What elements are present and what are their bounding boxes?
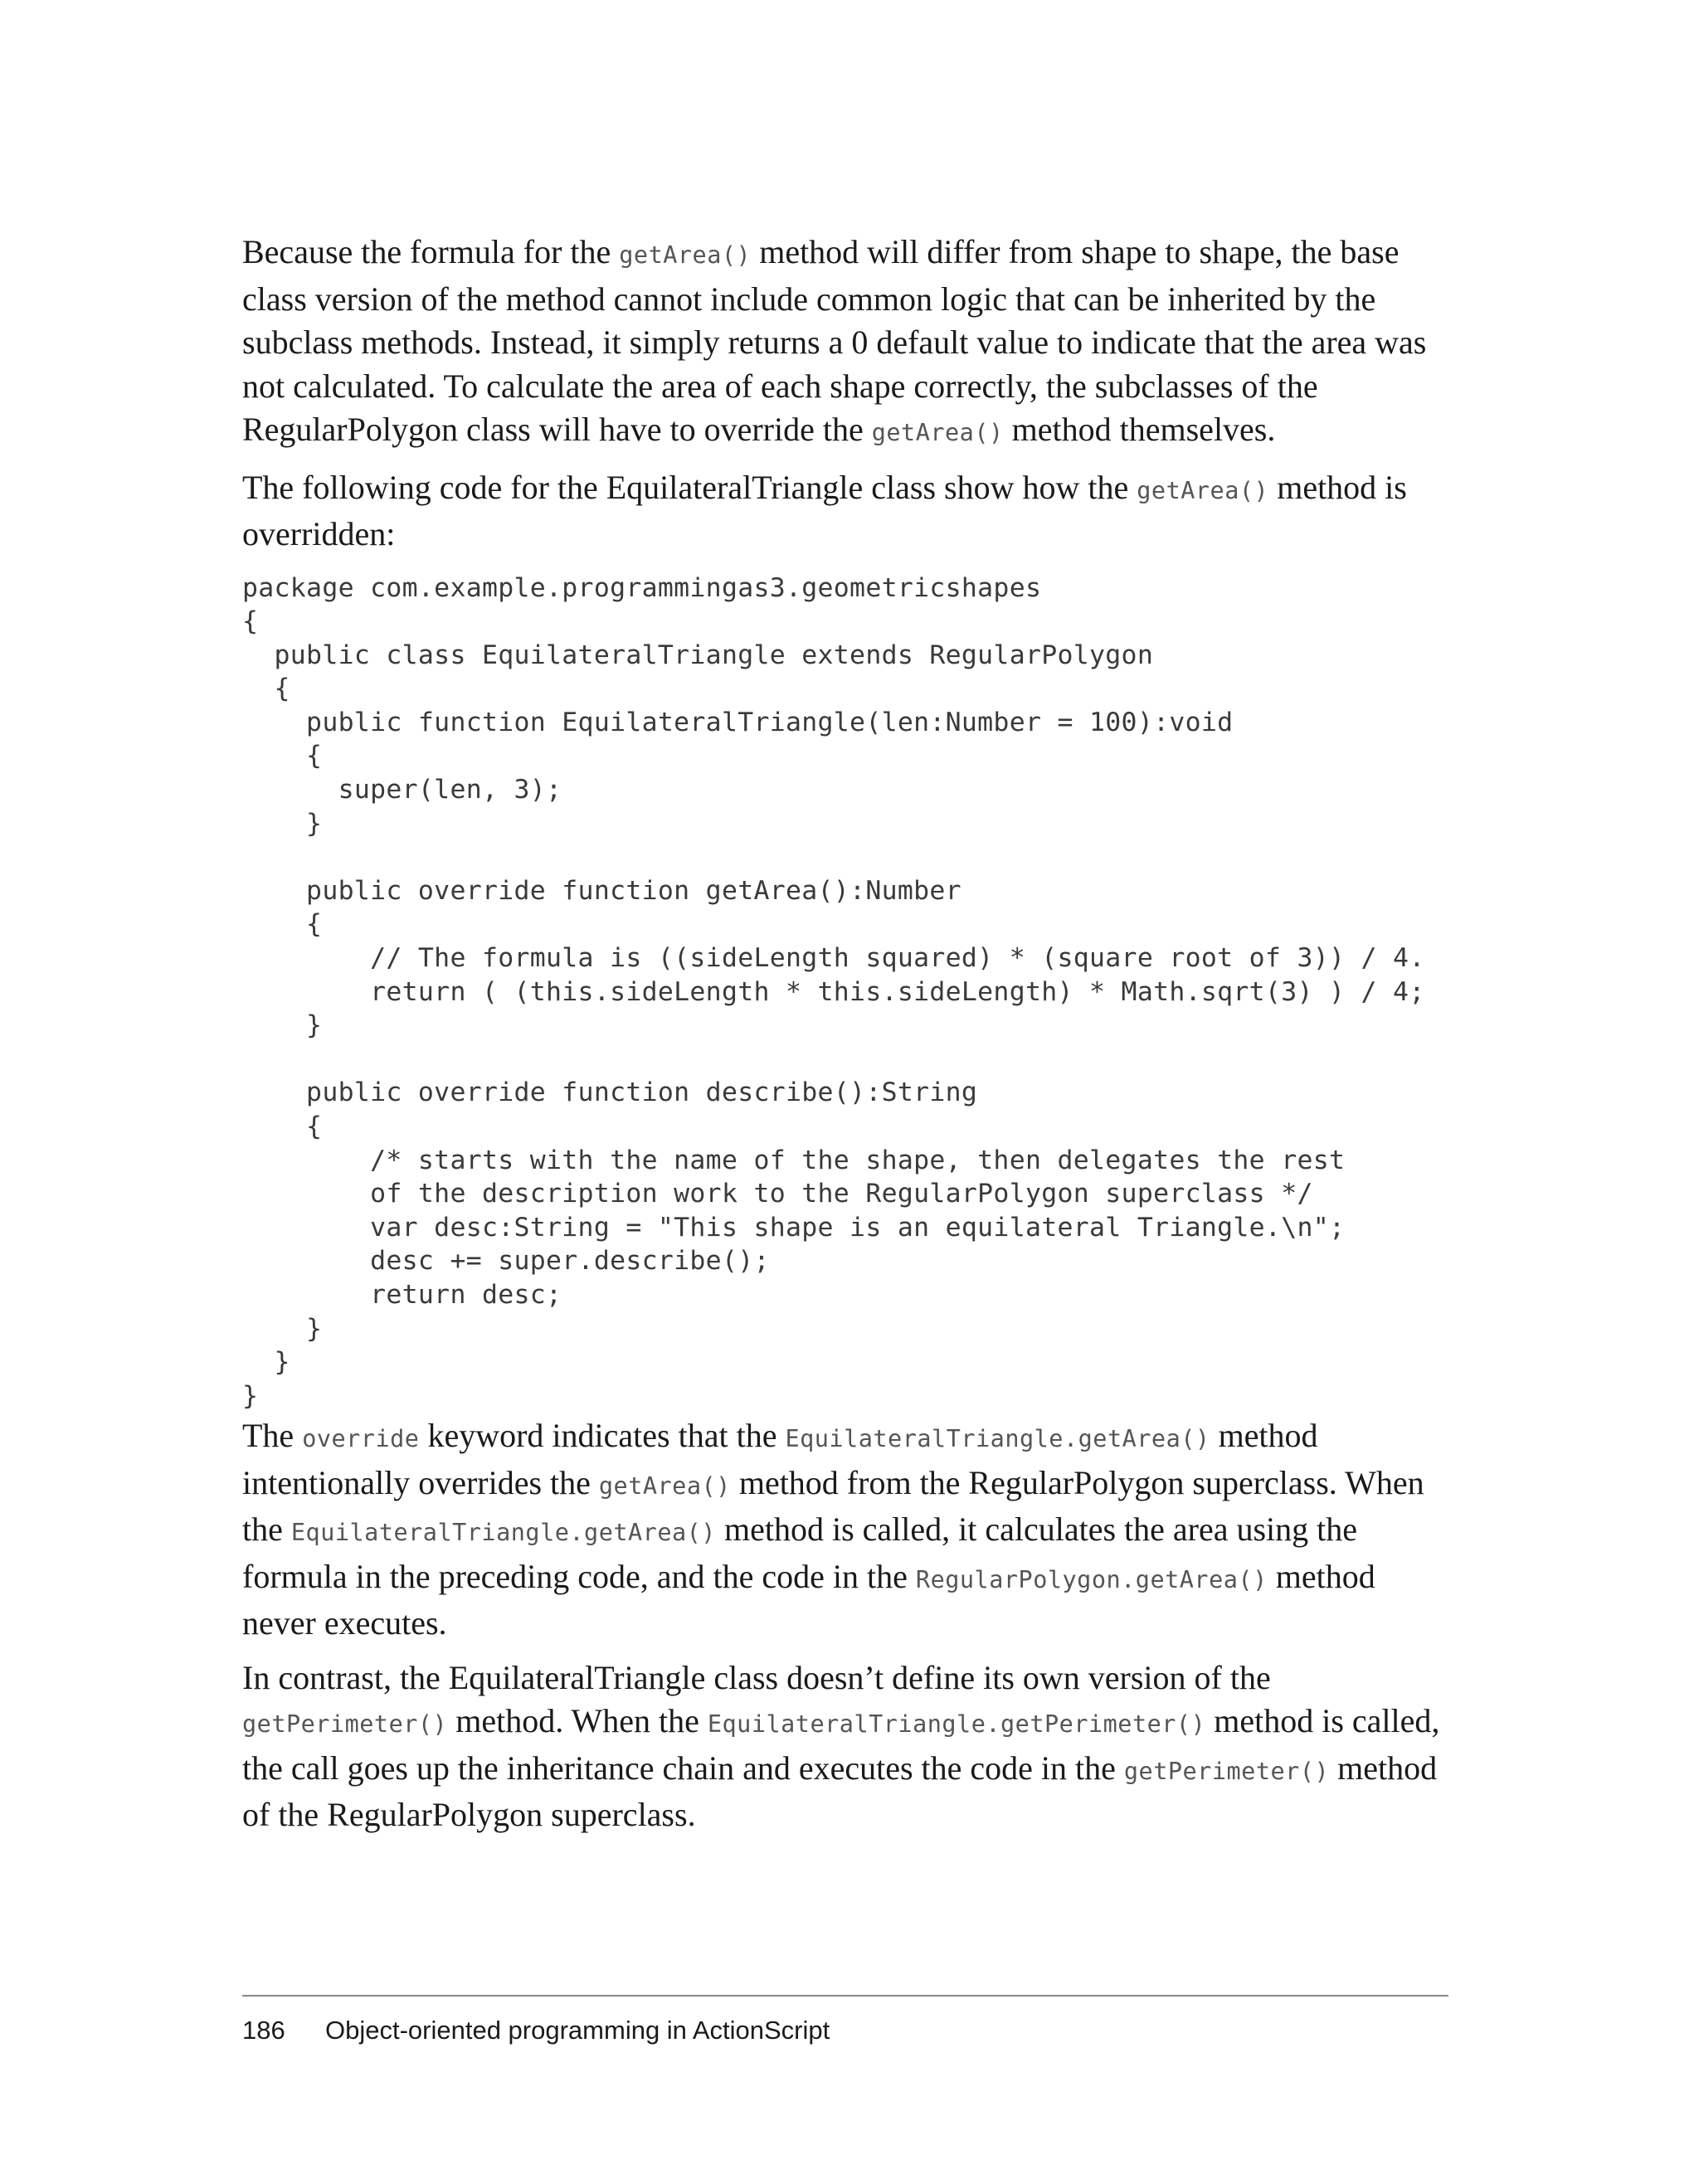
paragraph-text: method themselves. [1003,411,1276,448]
inline-code: getArea() [598,1471,731,1500]
paragraph-getarea-intro [242,231,1448,455]
inline-code: getArea() [1137,476,1269,504]
paragraph-override-keyword [242,1414,1448,1646]
chapter-title: Object-oriented programming in ActionScript [325,2016,830,2045]
page-footer [242,2016,830,2045]
code-listing: package com.example.programmingas3.geometricshapes { public class EquilateralTriangle extends RegularPolygon { public function EquilateralTriangle(len:Number = 100):void { super(len, 3); } public override function getArea():Number { // The formula is ((sideLength squared) * (square root of 3)) / 4. return ( (this.sideLength * this.sideLength) * Math.sqrt(3) ) / 4; } public override function describe():String { /* starts with the name of the shape, then delegates the rest of the description work to the RegularPolygon superclass */ var desc:String = "This shape is an equilateral Triangle.\n"; desc += super.describe(); return desc; } } } [242,572,1425,1411]
paragraph-text: Because the formula for the [242,233,620,270]
inline-code: EquilateralTriangle.getArea() [785,1425,1210,1453]
paragraph-text: method intentionally overrides the [242,1417,1318,1501]
paragraph-text: The [242,1417,303,1455]
inline-code: override [302,1425,420,1453]
paragraph-text: method is called, it calculates the area using the formula in the preceding code, and the code in the [242,1510,1358,1595]
paragraph-getperimeter [242,1656,1448,1837]
page-number: 186 [242,2016,285,2045]
paragraph-text: method is called, the call goes up the inheritance chain and executes the code in the [242,1702,1440,1787]
paragraph-text: method from the RegularPolygon superclass. When the [242,1463,1424,1549]
page-body [242,231,1448,1837]
paragraph-text: method never executes. [242,1557,1375,1642]
paragraph-text: method will differ from shape to shape, the base class version of the method cannot include common logic that can be inherited by the subclass methods. Instead, it simply returns a 0 default value to indicate that the area was not calculated. To calculate the area of each shape correctly, the subclasses of the RegularPolygon class will have to override the [242,233,1427,448]
inline-code: EquilateralTriangle.getArea() [290,1519,716,1547]
inline-code: getArea() [619,241,752,269]
paragraph-code-lead-in [242,466,1448,557]
footer-divider [242,1995,1448,1997]
paragraph-text: In contrast, the EquilateralTriangle class doesn’t define its own version of the [242,1658,1271,1696]
paragraph-text: method. When the [447,1702,708,1740]
paragraph-text: keyword indicates that the [419,1417,786,1455]
paragraph-text: method of the RegularPolygon superclass. [242,1749,1438,1834]
inline-code: RegularPolygon.getArea() [915,1565,1268,1593]
paragraph-text: The following code for the EquilateralTriangle class show how the [242,468,1137,506]
paragraph-text: method is overridden: [242,468,1407,552]
inline-code: getArea() [871,419,1004,446]
inline-code: getPerimeter() [242,1710,448,1739]
inline-code: EquilateralTriangle.getPerimeter() [707,1710,1206,1739]
inline-code: getPerimeter() [1123,1757,1330,1785]
